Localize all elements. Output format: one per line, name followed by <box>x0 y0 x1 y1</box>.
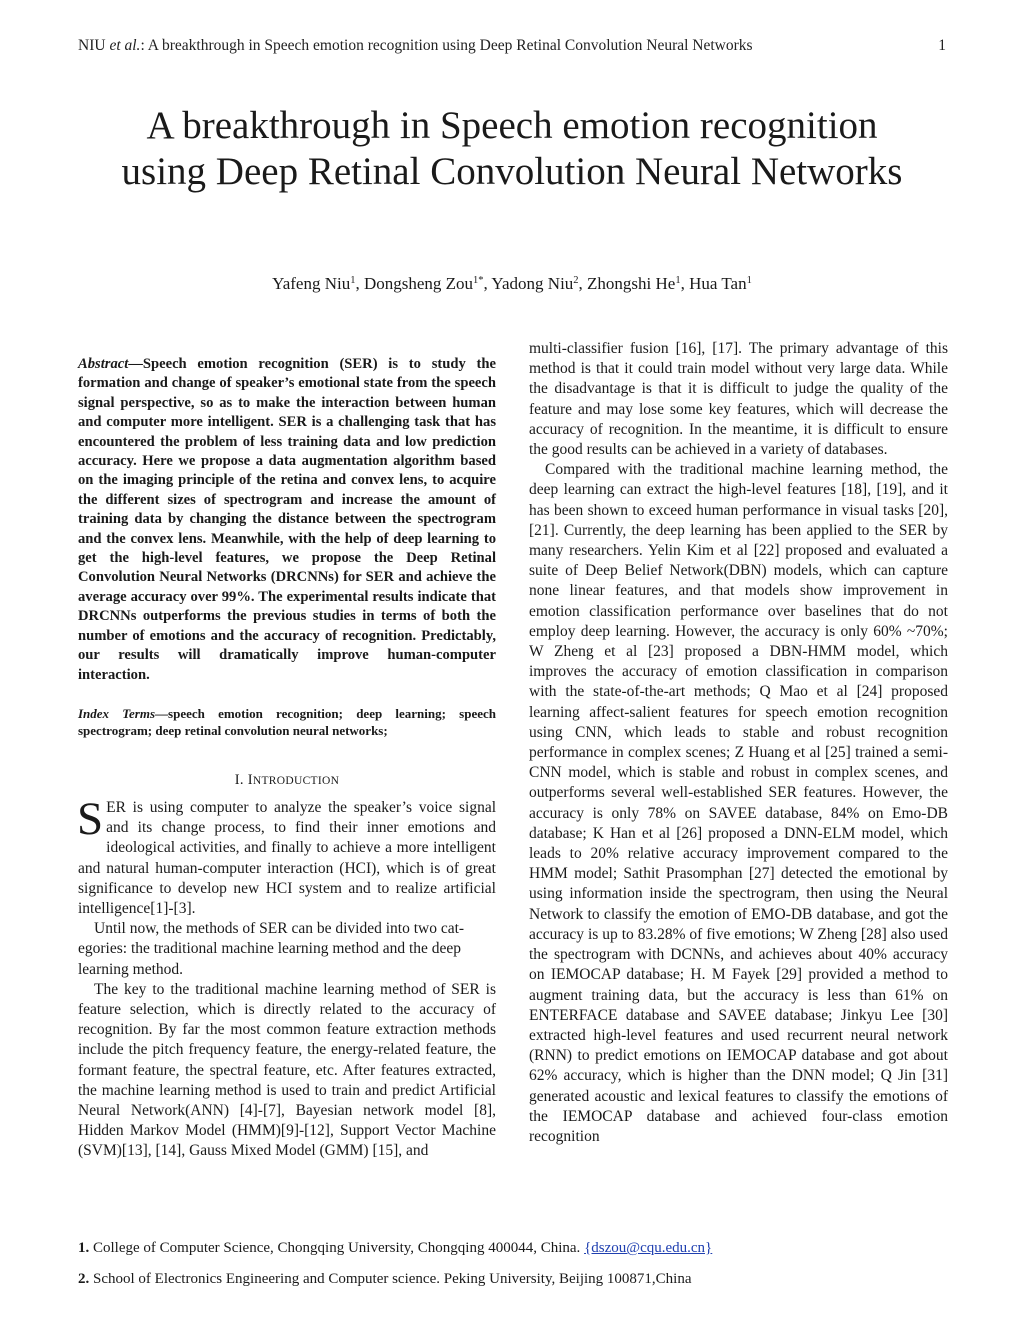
abstract-label: Abstract <box>78 356 129 372</box>
index-terms-text: —speech emotion recognition; deep learning; speech spectrogram; deep retinal convolution neural networks; <box>78 705 496 739</box>
author: Hua Tan$^1$ <box>689 274 752 293</box>
section-heading-introduction: I. INTRODUCTION <box>234 771 340 788</box>
index-terms-label: Index Terms <box>78 705 156 721</box>
header-title: : A breakthrough in Speech emotion recognition using Deep Retinal Convolution Neural Networks <box>140 37 753 54</box>
drop-cap: S <box>77 792 104 845</box>
paragraph-deep-learning: Compared with the traditional machine learning method, the deep learning can extract the high-level features [18], [19], and it has been shown to exceed human performance in visual tasks [20], [21]. Currently, the deep learning has been applied to the SER by many researchers. Yelin Kim et al [22] proposed and evaluated a suite of Deep Belief Network(DBN) models, which can capture none linear features, and that models show improvement in emotion classification performance over baselines that do not employ deep learning. However, the accuracy is only 60% ~70%; W Zheng et al [23] proposed a DBN-HMM model, which improves the accuracy of emotion classification in comparison with the state-of-the-art methods; Q Mao et al [24] proposed learning affect-salient features for speech emotion recognition using CNN, which leads to stable and robust recognition performance in complex scenes; Z Huang et al [25] trained a semi-CNN model, which is stable and robust in complex scenes, and outperforms several well-established SER features. However, the accuracy is only 78% on SAVEE database, 84% on Emo-DB database; K Han et al [26] proposed a DNN-ELM model, which leads to 20% relative accuracy improvement compared to the HMM model; Sathit Prasomphan [27] detected the emotional by using information inside the spectrogram, then using the Neural Network to classify the emotion of EMO-DB database, and got the accuracy is up to 83.28% of five emotions; W Zheng [28] also used the spectrogram with DCNNs, and achieves about 40% accuracy on IEMOCAP database; H. M Fayek [29] provided a method to augment training data, but the accuracy is less than 61% on ENTERFACE database and SAVEE database; Jinkyu Lee [30] extracted high-level features and used recurrent neural network (RNN) to predict emotions on IEMOCAP database and got about 62% accuracy, which is higher than the DNN model; Q Jin [31] generated acoustic and lexical features to classify the emotions of the IEMOCAP database and achieved four-class emotion recognition <box>529 461 948 1145</box>
running-header <box>78 37 946 55</box>
header-author: NIU <box>78 37 110 54</box>
abstract-text: —Speech emotion recognition (SER) is to study the formation and change of speaker’s emotional state from the speech signal perspective, so as to make the interaction between human and computer more intelligent. SER is a challenging task that has encountered the problem of less training data and low prediction accuracy. Here we propose a data augmentation algorithm based on the imaging principle of the retina and convex lens, to acquire the different sizes of spectrogram and increase the amount of training data by changing the distance between the spectrogram and the convex lens. Meanwhile, with the help of deep learning to get the high-level features, we propose the Deep Retinal Convolution Neural Networks (DRCNNs) for SER and achieve the average accuracy over 99%. The experimental results indicate that DRCNNs outperforms the previous studies in terms of both the number of emotions and the accuracy of recognition. Predictably, our results will dramatically improve human-computer interaction. <box>78 356 496 683</box>
footnote-2: 2. School of Electronics Engineering and Computer science. Peking University, Beijing 100871,China <box>78 1271 692 1287</box>
page-number: 1 <box>938 37 946 54</box>
footnote-1: 1. College of Computer Science, Chongqing University, Chongqing 400044, China. {dszou@cqu.edu.cn} <box>78 1240 713 1256</box>
paper-title: A breakthrough in Speech emotion recognition using Deep Retinal Convolution Neural Networks <box>121 104 903 193</box>
intro-paragraph-1: SER is using computer to analyze the speaker’s voice signal and its change process, to find their inner emotions and ideological activities, and finally to achieve a more intelligent and natural human-computer interaction (HCI), which is of great significance to develop new HCI system and to realize artificial intelligence[1]-[3]. <box>77 792 496 917</box>
paragraph-continued: multi-classifier fusion [16], [17]. The primary advantage of this method is that it could train model without very large data. While the disadvantage is that it is difficult to judge the quality of the feature and may lose some key features, which will decrease the accuracy of recognition. In the meantime, it is difficult to ensure the good results can be achieved in a variety of databases. <box>529 340 948 459</box>
author: Yafeng Niu$^1$, <box>272 274 364 293</box>
email-link[interactable]: {dszou@cqu.edu.cn} <box>584 1240 713 1256</box>
author: Dongsheng Zou$^{1*}$, <box>363 274 492 293</box>
abstract <box>78 355 496 685</box>
author: Yadong Niu$^2$, <box>491 274 588 293</box>
footnotes <box>78 1238 946 1300</box>
intro-paragraph-3: The key to the traditional machine learning method of SER is feature selection, which is directly related to the accuracy of recognition. By far the most common feature extraction methods include the pitch frequency feature, the energy-related feature, the formant feature, the spectral feature, etc. After features extracted, the machine learning method is used to train and predict Artificial Neural Network(ANN) [4]-[7], Bayesian network model [8], Hidden Markov Model (HMM)[9]-[12], Support Vector Machine (SVM)[13], [14], Gauss Mixed Model (GMM) [15], and <box>78 980 496 1160</box>
intro-paragraph-2: Until now, the methods of SER can be divided into two cat- egories: the traditional machine learning method and the deep learning method. <box>78 920 465 978</box>
header-etal: et al. <box>109 37 141 54</box>
author-list <box>0 274 1024 294</box>
right-column <box>529 339 948 1147</box>
author: Zhongshi He$^1$, <box>587 274 690 293</box>
left-column <box>78 355 496 1162</box>
index-terms <box>78 705 496 740</box>
